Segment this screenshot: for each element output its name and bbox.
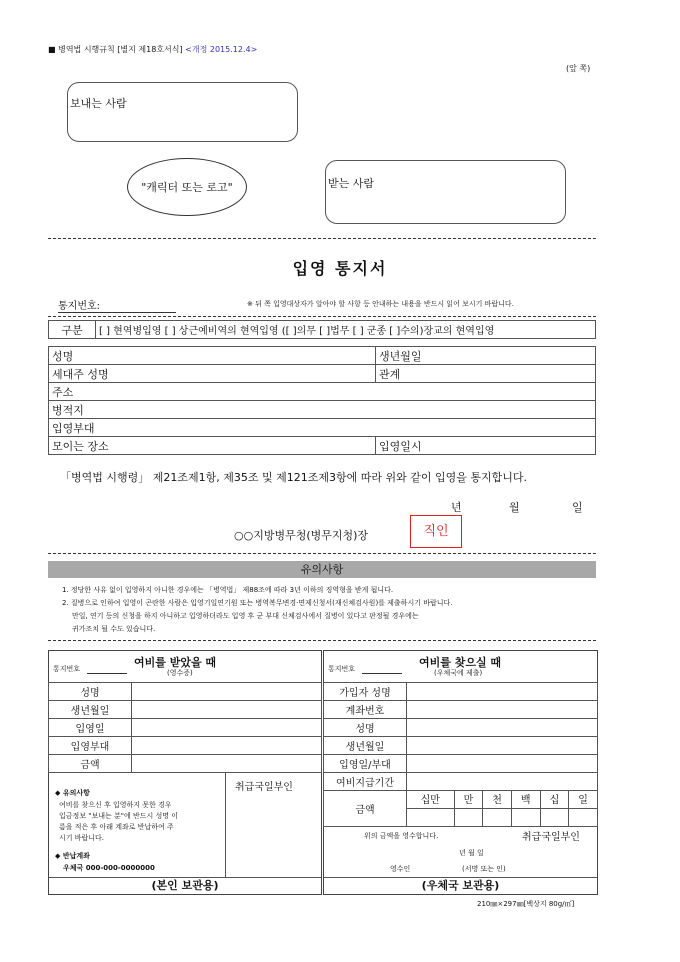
field-birth: 생년월일 [376, 347, 596, 365]
note-item-2c: 귀가조치 될 수도 있습니다. [72, 625, 156, 633]
left-row-name: 성명 [49, 683, 132, 701]
left-heading: 여비를 받았을 때 [134, 656, 217, 669]
right-row-account: 계좌번호 [324, 701, 407, 719]
handler-divider [225, 772, 226, 877]
field-relation: 관계 [376, 365, 596, 383]
sender-label: 보내는 사람 [70, 97, 127, 110]
unit-10: 십 [540, 791, 569, 809]
left-note-3: 름을 적은 후 아래 계좌로 반납하여 주 [59, 823, 174, 831]
left-footer: (본인 보관용) [49, 877, 321, 894]
document-title: 입영 통지서 [292, 259, 388, 278]
left-row-date: 입영일 [49, 719, 132, 737]
left-note-title: ◆ 유의사항 [55, 789, 90, 797]
left-stub [48, 650, 322, 895]
divider [48, 553, 596, 554]
unit-1k: 천 [483, 791, 512, 809]
category-table [48, 320, 596, 339]
category-label: 구분 [49, 321, 96, 339]
field-place: 모이는 장소 [49, 437, 376, 455]
left-row-amount: 금액 [49, 755, 132, 773]
unit-10k: 만 [454, 791, 483, 809]
return-account: 우체국 000-000-0000000 [63, 864, 155, 872]
right-footer: (우체국 보관용) [324, 877, 597, 894]
receipt-date: 년 월 일 [459, 849, 484, 857]
right-row-date-unit: 입영일/부대 [324, 755, 407, 773]
left-note-1: 여비를 찾으신 후 입영하지 못한 경우 [59, 801, 172, 809]
form-reference: ■ 병역법 시행규칙 [별지 제18호서식] <개정 2015.12.4> [48, 45, 258, 54]
right-notice-line [362, 673, 402, 674]
field-unit: 입영부대 [49, 419, 596, 437]
notice-number: 통지번호: [58, 297, 176, 313]
paper-spec: 210㎜×297㎜[백상지 80g/㎡] [477, 900, 575, 908]
right-sub: (우체국에 제출) [434, 669, 483, 677]
left-row-birth: 생년월일 [49, 701, 132, 719]
page-side: (앞 쪽) [566, 64, 591, 73]
divider [48, 316, 596, 317]
divider [48, 238, 596, 239]
date-day: 일 [572, 501, 583, 514]
receiver-box [325, 160, 566, 224]
date-year: 년 [451, 501, 462, 514]
right-row-subscriber: 가입자 성명 [324, 683, 407, 701]
receipt-text: 위의 금액을 영수합니다. [364, 832, 439, 840]
left-row-unit: 입영부대 [49, 737, 132, 755]
left-stub-table [48, 682, 322, 773]
field-domicile: 병적지 [49, 401, 596, 419]
note-item-2b: 만일, 연기 등의 신청을 하지 아니하고 입영하더라도 입영 후 군 부대 신체검사에서 질병이 있다고 판정될 경우에는 [72, 612, 419, 620]
logo-placeholder: "캐릭터 또는 로고" [127, 158, 247, 216]
receiver-label: 영수인 [390, 865, 411, 873]
unit-1: 일 [569, 791, 598, 809]
statement: 「병역법 시행령」 제21조제1항, 제35조 및 제121조제3항에 따라 위와 같이 입영을 통지합니다. [60, 471, 527, 484]
left-note-2: 입금정보 "보내는 분"에 반드시 성명 이 [59, 812, 178, 820]
note-item-1: 1. 정당한 사유 없이 입영하지 아니한 경우에는 「병역법」 제88조에 따라 3년 이하의 징역형을 받게 됩니다. [62, 586, 394, 594]
personal-info-table [48, 346, 596, 455]
right-stub-table [323, 682, 598, 827]
sign-label: (서명 또는 인) [462, 865, 506, 873]
unit-100k: 십만 [407, 791, 455, 809]
notes-title: 유의사항 [48, 561, 596, 578]
left-notice-line [87, 673, 127, 674]
left-note-4: 시기 바랍니다. [59, 834, 105, 842]
right-stub [323, 650, 598, 895]
official-seal: 직인 [410, 515, 462, 548]
field-head: 세대주 성명 [49, 365, 376, 383]
left-handler: 취급국일부인 [235, 782, 293, 793]
left-sub: (영수증) [167, 669, 193, 677]
category-options[interactable]: [ ] 현역병입영 [ ] 상근예비역의 현역입영 ([ ]의무 [ ]법무 [ ] 군종 [ ]수의)장교의 현역입영 [96, 321, 596, 339]
right-row-amount: 금액 [324, 791, 407, 827]
left-notice-label: 통지번호 [53, 665, 81, 673]
date-month: 월 [509, 501, 520, 514]
right-notice-label: 통지번호 [328, 665, 356, 673]
issuer: ○○지방병무청(병무지청)장 [234, 529, 369, 542]
right-row-birth: 생년월일 [324, 737, 407, 755]
sender-box [67, 82, 298, 142]
return-title: ◆ 반납계좌 [55, 852, 90, 860]
field-datetime: 입영일시 [376, 437, 596, 455]
right-row-period: 여비지급기간 [324, 773, 407, 791]
field-name: 성명 [49, 347, 376, 365]
note-item-2: 2. 질병으로 인하여 입영이 곤란한 사람은 입영기일연기원 또는 병역복무변경·면제신청서(재신체검사원)를 제출하시기 바랍니다. [62, 599, 453, 607]
divider [48, 640, 596, 641]
right-row-name: 성명 [324, 719, 407, 737]
read-back-notice: ※ 뒤 쪽 입영대상자가 알아야 할 사항 등 안내하는 내용을 반드시 읽어 보시기 바랍니다. [247, 300, 514, 308]
field-address: 주소 [49, 383, 596, 401]
right-handler: 취급국일부인 [522, 832, 580, 843]
right-heading: 여비를 찾으실 때 [419, 656, 502, 669]
receiver-label: 받는 사람 [328, 177, 375, 190]
unit-100: 백 [511, 791, 540, 809]
